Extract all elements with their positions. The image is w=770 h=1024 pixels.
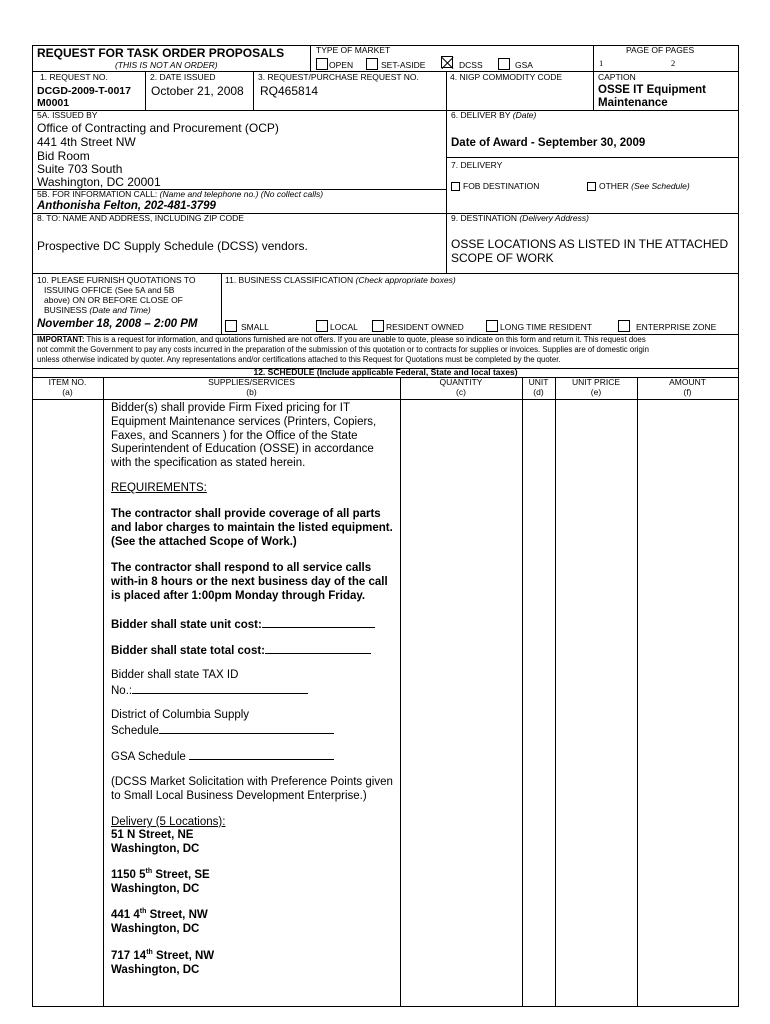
date-issued-label: 2. DATE ISSUED	[150, 72, 216, 82]
intro-line-2: Equipment Maintenance services (Printers, Copiers,	[111, 416, 377, 428]
quotations-line-4: BUSINESS (Date and Time)	[44, 305, 151, 315]
location-1-line-1: 51 N Street, NE	[111, 829, 194, 841]
unit-cost-line: Bidder shall state unit cost:	[111, 617, 375, 632]
quotations-line-2: ISSUING OFFICE (See 5A and 5B	[44, 285, 175, 295]
form-subtitle: (THIS IS NOT AN ORDER)	[115, 60, 218, 70]
destination-label: 9. DESTINATION (Delivery Address)	[451, 213, 589, 223]
caption-label: CAPTION	[598, 72, 636, 82]
page-of-pages-label: PAGE OF PAGES	[626, 45, 695, 55]
schedule-title: 12. SCHEDULE (Include applicable Federal, State and local taxes)	[253, 367, 518, 377]
issued-by-label: 5A. ISSUED BY	[37, 110, 98, 120]
purchase-request-value: RQ465814	[260, 84, 319, 98]
local-checkbox[interactable]	[316, 320, 328, 332]
type-of-market-label: TYPE OF MARKET	[316, 45, 391, 55]
column-header-amount: AMOUNT	[669, 377, 706, 387]
column-header-supplies: SUPPLIES/SERVICES	[208, 377, 295, 387]
local-label: LOCAL	[330, 322, 358, 332]
long-time-resident-checkbox[interactable]	[486, 320, 498, 332]
total-pages: 2	[671, 58, 676, 68]
nigp-code-label: 4. NIGP COMMODITY CODE	[450, 72, 563, 82]
important-line-2: not commit the Government to pay any costs incurred in the preparation of the submission of this quotation or to contracts for supplies or invoices. Supplies are of domestic origin	[37, 345, 649, 354]
location-4-line-2: Washington, DC	[111, 964, 200, 976]
gsa-schedule-line: GSA Schedule	[111, 749, 334, 764]
column-sub-a: (a)	[62, 387, 73, 397]
total-cost-line: Bidder shall state total cost:	[111, 643, 371, 658]
market-open-checkbox[interactable]	[316, 58, 328, 70]
info-call-label: 5B. FOR INFORMATION CALL: (Name and telephone no.) (No collect calls)	[37, 189, 324, 199]
fob-destination-label: FOB DESTINATION	[463, 181, 540, 191]
quotation-deadline: November 18, 2008 – 2:00 PM	[37, 318, 198, 330]
issued-by-line-3: Bid Room	[37, 149, 90, 163]
other-label: OTHER (See Schedule)	[599, 181, 690, 191]
location-3-line-2: Washington, DC	[111, 923, 200, 935]
resident-owned-checkbox[interactable]	[372, 320, 384, 332]
total-cost-blank[interactable]	[265, 643, 371, 654]
resident-owned-label: RESIDENT OWNED	[386, 322, 464, 332]
other-checkbox[interactable]	[587, 182, 596, 191]
small-checkbox[interactable]	[225, 320, 237, 332]
column-sub-d: (d)	[533, 387, 544, 397]
location-3-line-1: 441 4th Street, NW	[111, 908, 208, 921]
quotations-line-1: 10. PLEASE FURNISH QUOTATIONS TO	[37, 275, 196, 285]
column-header-item-no: ITEM NO.	[48, 377, 87, 387]
destination-line-1: OSSE LOCATIONS AS LISTED IN THE ATTACHED	[451, 237, 729, 251]
deliver-by-label: 6. DELIVER BY (Date)	[451, 110, 537, 120]
market-dcss-checkbox[interactable]	[441, 56, 453, 68]
location-2-line-2: Washington, DC	[111, 883, 200, 895]
market-set-aside-label: SET-ASIDE	[381, 60, 426, 70]
issued-by-line-1: Office of Contracting and Procurement (OCP)	[37, 121, 279, 135]
dcss-note-line-1: (DCSS Market Solicitation with Preference Points given	[111, 776, 393, 788]
enterprise-zone-label: ENTERPRISE ZONE	[636, 322, 717, 332]
intro-line-5: with the specification as stated herein.	[111, 457, 306, 469]
issued-by-line-5: Washington, DC 20001	[37, 175, 161, 189]
tax-id-line-2: No.:	[111, 683, 308, 698]
column-sub-f: (f)	[683, 387, 692, 397]
market-gsa-checkbox[interactable]	[498, 58, 510, 70]
quotations-line-3: above) ON OR BEFORE CLOSE OF	[44, 295, 183, 305]
dcss-line-2: Schedule	[111, 723, 334, 738]
dcss-note-line-2: to Small Local Business Development Enterprise.)	[111, 790, 367, 802]
to-value: Prospective DC Supply Schedule (DCSS) vendors.	[37, 239, 308, 253]
important-line-3: unless otherwise indicated by quoter. Any representations and/or certifications attached to this Request for Quotations must be completed by the quoter.	[37, 355, 561, 364]
issued-by-line-4: Suite 703 South	[37, 162, 123, 176]
column-header-unit: UNIT	[528, 377, 549, 387]
caption-line-2: Maintenance	[598, 97, 668, 109]
delivery-label: 7. DELIVERY	[451, 160, 503, 170]
business-classification-label: 11. BUSINESS CLASSIFICATION (Check appropriate boxes)	[225, 275, 456, 285]
requirements-heading: REQUIREMENTS:	[111, 482, 207, 494]
date-issued-value: October 21, 2008	[151, 84, 244, 98]
caption-line-1: OSSE IT Equipment	[598, 84, 706, 96]
location-1-line-2: Washington, DC	[111, 843, 200, 855]
contact-person: Anthonisha Felton, 202-481-3799	[37, 200, 216, 212]
enterprise-zone-checkbox[interactable]	[618, 320, 630, 332]
requirement-2-line-1: The contractor shall respond to all service calls	[111, 562, 372, 574]
request-no-suffix: M0001	[37, 97, 70, 109]
destination-line-2: SCOPE OF WORK	[451, 251, 554, 265]
request-no-value: DCGD-2009-T-0017	[37, 85, 131, 97]
market-set-aside-checkbox[interactable]	[366, 58, 378, 70]
deliver-by-value: Date of Award - September 30, 2009	[451, 137, 646, 149]
market-dcss-label: DCSS	[459, 60, 483, 70]
gsa-schedule-blank[interactable]	[189, 749, 334, 760]
column-header-unit-price: UNIT PRICE	[571, 377, 621, 387]
delivery-locations-heading: Delivery (5 Locations):	[111, 816, 226, 828]
requirement-1-line-3: (See the attached Scope of Work.)	[111, 536, 297, 548]
market-gsa-label: GSA	[515, 60, 533, 70]
tax-id-blank[interactable]	[132, 683, 308, 694]
long-time-resident-label: LONG TIME RESIDENT	[500, 322, 592, 332]
column-sub-e: (e)	[590, 387, 602, 397]
market-open-label: OPEN	[329, 60, 354, 70]
requirement-2-line-3: is placed after 1:00pm Monday through Friday.	[111, 590, 366, 602]
unit-cost-blank[interactable]	[262, 617, 375, 628]
page-number: 1	[599, 58, 604, 68]
fob-destination-checkbox[interactable]	[451, 182, 460, 191]
issued-by-line-2: 441 4th Street NW	[37, 135, 136, 149]
requirement-2-line-2: with-in 8 hours or the next business day of the call	[111, 576, 388, 588]
intro-line-4: Superintendent of Education (OSSE) in accordance	[111, 443, 374, 455]
purchase-request-label: 3. REQUEST/PURCHASE REQUEST NO.	[258, 72, 419, 82]
important-line-1: IMPORTANT: This is a request for information, and quotations furnished are not offers. If you are unable to quote, please so indicate on this form and return it. This request does	[37, 335, 646, 344]
requirement-1-line-1: The contractor shall provide coverage of all parts	[111, 508, 381, 520]
to-label: 8. TO: NAME AND ADDRESS, INCLUDING ZIP CODE	[37, 213, 244, 223]
location-2-line-1: 1150 5th Street, SE	[111, 868, 210, 881]
intro-line-3: Faxes, and Scanners ) for the Office of the State	[111, 430, 358, 442]
small-label: SMALL	[241, 322, 269, 332]
intro-line-1: Bidder(s) shall provide Firm Fixed pricing for IT	[111, 402, 351, 414]
column-header-quantity: QUANTITY	[439, 377, 483, 387]
form-title: REQUEST FOR TASK ORDER PROPOSALS	[37, 46, 285, 60]
location-4-line-1: 717 14th Street, NW	[111, 949, 215, 962]
column-sub-c: (c)	[456, 387, 466, 397]
dcss-line-1: District of Columbia Supply	[111, 709, 250, 721]
column-sub-b: (b)	[246, 387, 257, 397]
tax-id-line-1: Bidder shall state TAX ID	[111, 669, 239, 681]
request-no-label: 1. REQUEST NO.	[40, 72, 108, 82]
dcss-blank[interactable]	[159, 723, 334, 734]
requirement-1-line-2: and labor charges to maintain the listed equipment.	[111, 522, 393, 534]
